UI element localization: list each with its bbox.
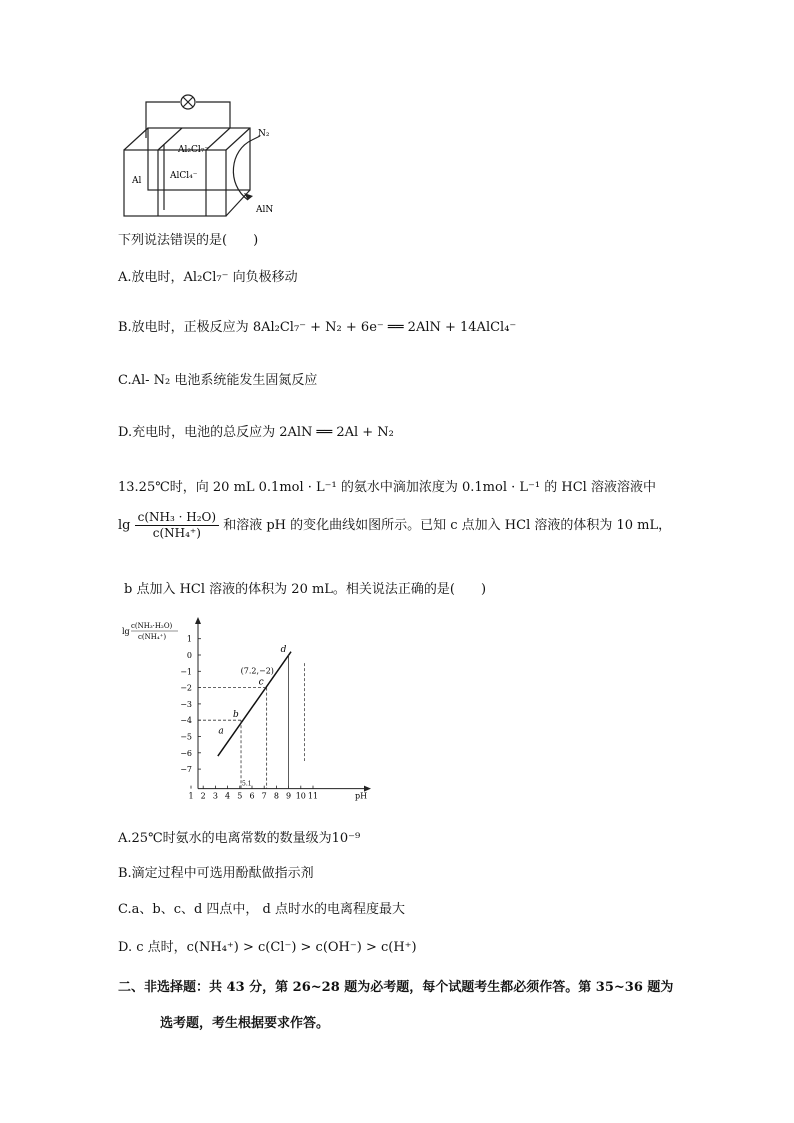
x-axis-label: pH — [355, 791, 368, 801]
x-tick-label: 6 — [249, 791, 255, 801]
x-tick-label: 7 — [261, 791, 267, 801]
q13-stem-line3: b 点加入 HCl 溶液的体积为 20 mL。相关说法正确的是( ) — [124, 582, 487, 597]
q12-prompt: 下列说法错误的是( ) — [118, 233, 259, 248]
point-label-d: d — [280, 645, 287, 655]
section2-line1: 二、非选择题：共 43 分，第 26~28 题为必考题，每个试题考生都必须作答。第 35~36 题为 — [118, 980, 674, 995]
y-tick-label: −2 — [180, 683, 192, 693]
point-label-b: b — [233, 710, 239, 721]
q13-fraction — [135, 510, 219, 541]
label-al2cl7: Al₂Cl₇⁻ — [178, 145, 210, 155]
y-axis-label-num: c(NH₃·H₂O) — [131, 622, 173, 630]
point-label-a: a — [218, 726, 224, 737]
x-tick-label: 10 — [295, 791, 306, 801]
q13-stem-line2 — [118, 510, 671, 541]
x-tick-label: 5 — [237, 791, 243, 801]
label-al: Al — [132, 176, 142, 186]
y-tick-label: −6 — [180, 748, 192, 758]
x-tick-label: 4 — [225, 791, 231, 801]
label-n2: N₂ — [258, 129, 270, 139]
x-tick-label: 3 — [212, 791, 218, 801]
label-aln: AlN — [256, 205, 274, 215]
label-alcl4: AlCl₄⁻ — [170, 171, 198, 181]
point-label-c: c — [258, 677, 264, 688]
q12-option-a: A.放电时，Al₂Cl₇⁻ 向负极移动 — [118, 270, 298, 285]
q13-option-b: B.滴定过程中可选用酚酞做指示剂 — [118, 866, 314, 881]
q12-option-c: C.Al- N₂ 电池系统能发生固氮反应 — [118, 373, 318, 388]
q13-option-c: C.a、b、c、d 四点中， d 点时水的电离程度最大 — [118, 902, 406, 917]
y-tick-label: −3 — [180, 699, 192, 709]
ph-chart — [118, 614, 378, 810]
y-tick-label: −5 — [180, 732, 192, 742]
y-tick-label: −1 — [180, 667, 192, 677]
q13-stem-line2-rest: 和溶液 pH 的变化曲线如图所示。已知 c 点加入 HCl 溶液的体积为 10 mL， — [223, 518, 672, 533]
y-tick-label: 0 — [186, 651, 192, 660]
q13-frac-prefix: lg — [118, 518, 131, 533]
x-tick-label: 2 — [200, 791, 206, 801]
b-x-label: 5.1 — [242, 780, 252, 788]
y-axis-label-prefix: lg — [122, 627, 130, 636]
section2-line2: 选考题，考生根据要求作答。 — [160, 1016, 330, 1031]
q13-frac-num: c(NH₃ · H₂O) — [135, 510, 219, 526]
x-tick-label: 11 — [307, 791, 319, 801]
point-c-annotation: (7.2,−2) — [240, 666, 274, 676]
y-tick-label: −7 — [180, 765, 192, 775]
q13-frac-den: c(NH₄⁺) — [152, 526, 201, 540]
y-axis-label-den: c(NH₄⁺) — [138, 633, 167, 641]
x-tick-label: 9 — [286, 791, 292, 801]
y-axis-arrow — [195, 617, 201, 624]
q13-option-d: D. c 点时，c(NH₄⁺) > c(Cl⁻) > c(OH⁻) > c(H⁺) — [118, 940, 417, 955]
y-tick-label: −4 — [180, 716, 192, 726]
q13-option-a: A.25℃时氨水的电离常数的数量级为10⁻⁹ — [118, 831, 361, 846]
battery-cell-diagram — [118, 88, 288, 220]
q12-option-b: B.放电时，正极反应为 8Al₂Cl₇⁻ + N₂ + 6e⁻ ══ 2AlN + 14AlCl₄⁻ — [118, 320, 517, 335]
q13-stem-line1: 13.25℃时，向 20 mL 0.1mol · L⁻¹ 的氨水中滴加浓度为 0.1mol · L⁻¹ 的 HCl 溶液溶液中 — [118, 480, 656, 495]
q12-option-d: D.充电时，电池的总反应为 2AlN ══ 2Al + N₂ — [118, 425, 394, 440]
x-tick-label: 8 — [273, 791, 279, 801]
y-tick-label: 1 — [186, 634, 192, 644]
x-tick-label: 1 — [188, 791, 194, 801]
